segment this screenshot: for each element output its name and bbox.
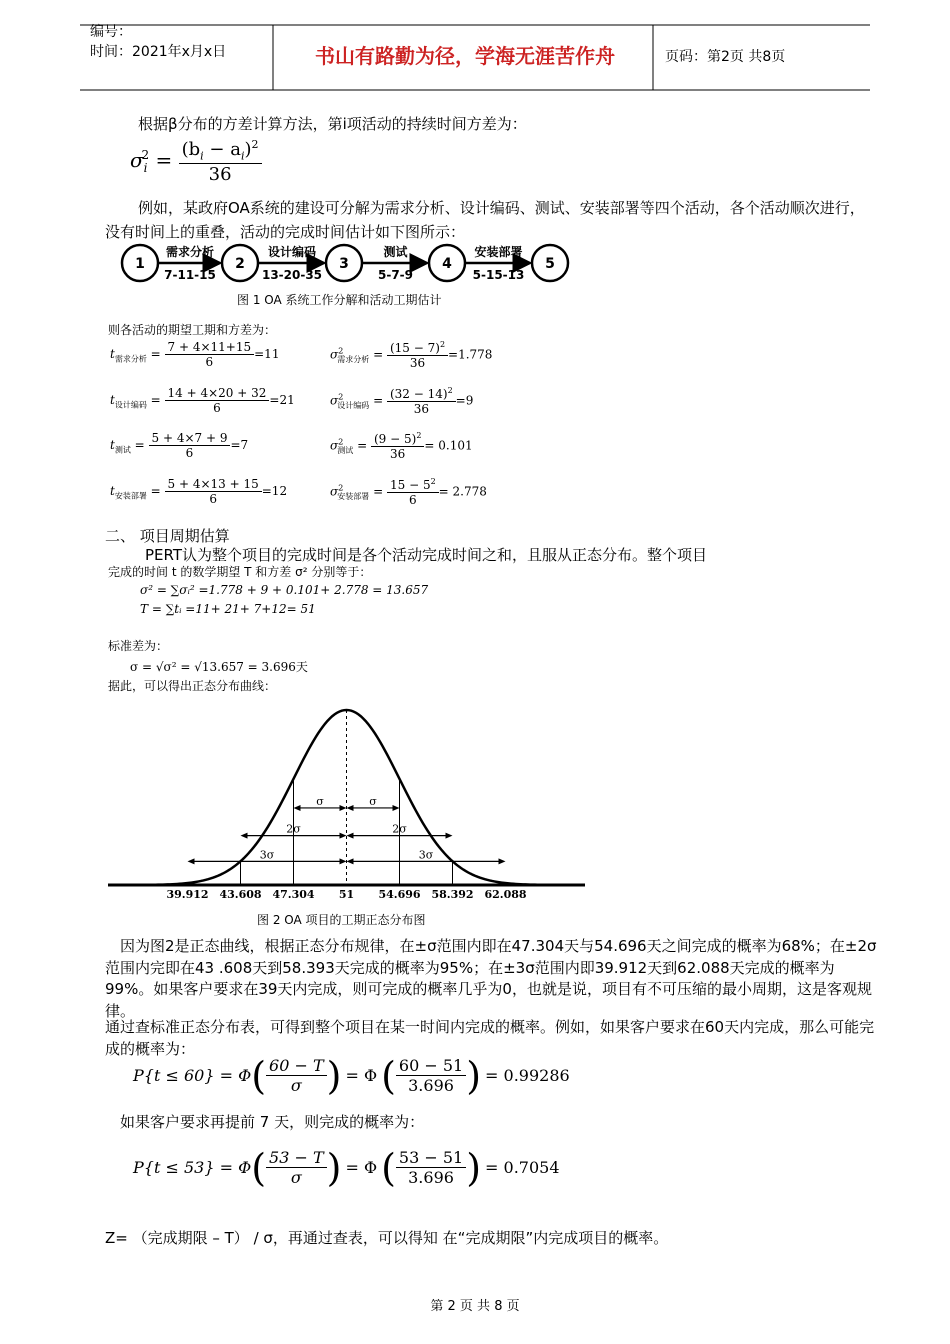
band-label: 2σ (286, 822, 301, 836)
band-label: 3σ (418, 848, 434, 862)
arrow-head (340, 805, 347, 811)
std-eq: σ = √σ² = √13.657 = 3.696天 (130, 660, 308, 674)
arrow-head (347, 833, 354, 839)
arrow-head (188, 858, 195, 864)
arrow-head (393, 805, 400, 811)
expected-intro: 则各活动的期望工期和方差为： (108, 323, 277, 337)
activity-estimate: 5-7-9 (377, 268, 414, 282)
z-formula-line: Z= （完成期限 – T） / σ，再通过查表，可以得知 在“完成期限”内完成项目的概率。 (105, 1229, 669, 1247)
page-footer: 第 2 页 共 8 页 (430, 1299, 520, 1314)
x-tick-label: 47.304 (272, 888, 315, 901)
activity-name: 需求分析 (165, 245, 215, 259)
x-tick-label: 39.912 (166, 888, 209, 901)
expected-duration-eq: $t_{测试}$ = $\frac{5 + 4\times 7 + 9}{6}$ =7 (110, 431, 249, 460)
network-node-label: 4 (442, 256, 452, 272)
figure2-caption: 图 2 OA 项目的工期正态分布图 (257, 913, 426, 927)
section2-text2: 完成的时间 t 的数学期望 T 和方差 σ² 分别等于： (108, 565, 372, 579)
normal-curve-chart (100, 700, 600, 905)
band-label: σ (316, 794, 324, 808)
arrow-head (347, 858, 354, 864)
x-tick-label: 54.696 (378, 888, 421, 901)
mean-sum-eq: T = ∑tᵢ =11+ 21+ 7+12= 51 (140, 602, 316, 616)
network-node-label: 3 (339, 256, 349, 272)
network-node-label: 2 (235, 256, 245, 272)
arrow-head (347, 805, 354, 811)
variance-eq: $\sigma^2_{测试}$ = $\frac{(9 - 5)^2}{36}$ = 0.101 (330, 431, 473, 461)
header-motto: 书山有路勤为径，学海无涯苦作舟 (315, 44, 615, 68)
activity-estimate: 7-11-15 (164, 268, 216, 282)
header-frame (80, 20, 880, 95)
arrow-head (446, 833, 453, 839)
variance-eq: $\sigma^2_{设计编码}$ = $\frac{(32 - 14)^2}{36}$ =9 (330, 386, 474, 416)
variance-eq: $\sigma^2_{安装部署}$ = $\frac{15 - 5^2}{6}$ = 2.778 (330, 477, 487, 507)
probability-eq-53: P{t ≤ 53} = Φ ( $\frac{53 - T}{\sigma}$ ) = Φ ( $\frac{53 - 51}{3.696}$ ) = 0.7054 (133, 1145, 560, 1190)
section2-text1: PERT认为整个项目的完成时间是各个活动完成时间之和，且服从正态分布。整个项目 (145, 546, 708, 564)
time-label: 时间：2021年x月x日 (90, 44, 227, 60)
activity-network (110, 240, 590, 290)
band-label: 2σ (392, 822, 407, 836)
expected-duration-eq: $t_{安装部署}$ = $\frac{5 + 4\times 13 + 15}{6}$ =12 (110, 477, 288, 506)
probability-eq-60: P{t ≤ 60} = Φ ( $\frac{60 - T}{\sigma}$ ) = Φ ( $\frac{60 - 51}{3.696}$ ) = 0.99286 (133, 1053, 570, 1098)
body-paragraph-2: 通过查标准正态分布表，可得到整个项目在某一时间内完成的概率。例如，如果客户要求在60天内完成，那么可能完成的概率为： (105, 1018, 875, 1058)
x-tick-label: 51 (338, 888, 355, 901)
body-paragraph-1: 因为图2是正态曲线，根据正态分布规律，在±σ范围内即在47.304天与54.696天之间完成的概率为68%；在±2σ范围内完即在43 .608天到58.393天完成的概率为95%；在±3σ范围内即39.912天到62.088天完成的概率为99%。如果客户要求在39天内完成，则可完成的概率几乎为0，也就是说，项目有不可压缩的最小周期，这是客观规律。 (105, 937, 877, 1020)
arrow-head (294, 805, 301, 811)
body-paragraph-3: 如果客户要求再提前 7 天，则完成的概率为： (120, 1113, 425, 1131)
arrow-head (340, 858, 347, 864)
std-label: 标准差为： (108, 639, 169, 653)
section2-heading: 二、 项目周期估算 (105, 527, 230, 545)
activity-estimate: 13-20-35 (261, 268, 323, 282)
activity-estimate: 5-15-13 (472, 268, 525, 282)
example-text: 例如，某政府OA系统的建设可分解为需求分析、设计编码、测试、安装部署等四个活动，各个活动顺次进行，没有时间上的重叠，活动的完成时间估计如下图所示： (105, 199, 865, 241)
figure1-caption: 图 1 OA 系统工作分解和活动工期估计 (237, 293, 442, 307)
variance-formula: $\sigma_i^2$ = $\frac{(b_i - a_i)^2}{36}$ (130, 138, 262, 185)
band-label: σ (369, 794, 377, 808)
expected-duration-eq: $t_{设计编码}$ = $\frac{14 + 4\times 20 + 32}{6}$ =21 (110, 386, 295, 415)
network-node-label: 1 (135, 256, 145, 272)
activity-name: 设计编码 (267, 245, 317, 259)
intro-text: 根据β分布的方差计算方法，第i项活动的持续时间方差为： (138, 115, 527, 133)
variance-eq: $\sigma^2_{需求分析}$ = $\frac{(15 - 7)^2}{36}$ =1.778 (330, 340, 493, 370)
network-node-label: 5 (545, 256, 555, 272)
band-label: 3σ (259, 848, 275, 862)
variance-sum-eq: σ² = ∑σᵢ² =1.778 + 9 + 0.101+ 2.778 = 13.657 (140, 583, 429, 597)
activity-name: 安装部署 (474, 245, 523, 259)
activity-name: 测试 (383, 245, 408, 259)
arrow-head (241, 833, 248, 839)
number-label: 编号： (90, 24, 132, 40)
curve-intro: 据此，可以得出正态分布曲线： (108, 679, 277, 693)
x-tick-label: 43.608 (219, 888, 262, 901)
x-tick-label: 62.088 (484, 888, 527, 901)
expected-duration-eq: $t_{需求分析}$ = $\frac{7 + 4\times 11+15}{6}$ =11 (110, 340, 280, 369)
arrow-head (499, 858, 506, 864)
header-page-label: 页码：第2页 共8页 (665, 49, 786, 65)
arrow-head (340, 833, 347, 839)
x-tick-label: 58.392 (431, 888, 474, 901)
